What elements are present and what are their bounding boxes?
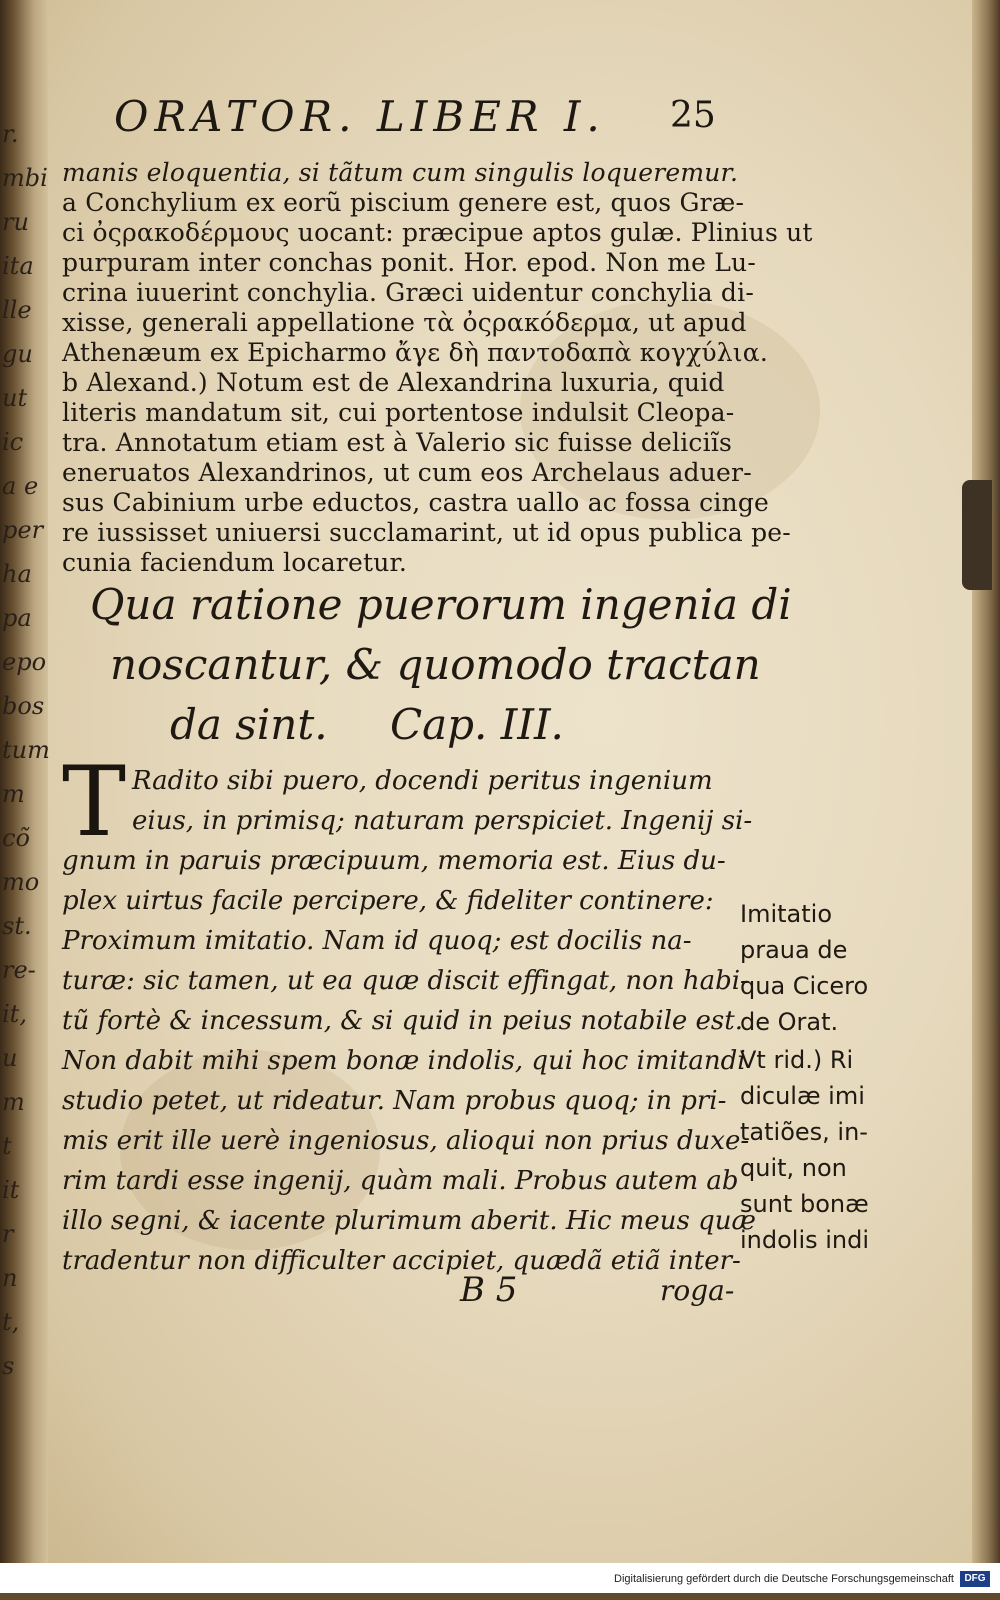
drop-cap-initial: T bbox=[62, 746, 127, 858]
body-line: studio petet, ut rideatur. Nam probus quoq; in pri- bbox=[62, 1086, 727, 1116]
margin-note-line: sunt bonæ bbox=[740, 1190, 869, 1218]
dfg-logo: DFG bbox=[960, 1571, 990, 1587]
previous-page-fragment: t bbox=[2, 1132, 12, 1160]
commentary-line: b Alexand.) Notum est de Alexandrina luxuria, quid bbox=[62, 368, 725, 397]
body-line: Non dabit mihi spem bonæ indolis, qui hoc imitandi bbox=[62, 1046, 746, 1076]
previous-page-fragment: r. bbox=[2, 120, 19, 148]
previous-page-fragment: ha bbox=[2, 560, 32, 588]
previous-page-fragment: r bbox=[2, 1220, 14, 1248]
chapter-heading-line: Qua ratione puerorum ingenia di bbox=[90, 580, 792, 629]
previous-page-fragment: epo bbox=[2, 648, 47, 676]
previous-page-fragment: a e bbox=[2, 472, 39, 500]
previous-page-fragment: s bbox=[2, 1352, 15, 1380]
commentary-line: literis mandatum sit, cui portentose indulsit Cleopa- bbox=[62, 398, 735, 427]
previous-page-fragment: bos bbox=[2, 692, 45, 720]
footer-credit: Digitalisierung gefördert durch die Deutsche Forschungsgemeinschaft bbox=[614, 1573, 954, 1585]
commentary-line: ci ὀςρακοδέρμους uocant: præcipue aptos gulæ. Plinius ut bbox=[62, 218, 813, 247]
previous-page-fragment: it bbox=[2, 1176, 20, 1204]
margin-note-line: de Orat. bbox=[740, 1008, 839, 1036]
body-line: tũ fortè & incessum, & si quid in peius notabile est. bbox=[62, 1006, 743, 1036]
body-line: Radito sibi puero, docendi peritus ingenium bbox=[132, 766, 713, 796]
body-line: illo segni, & iacente plurimum aberit. Hic meus quæ bbox=[62, 1206, 756, 1236]
catchword: roga- bbox=[660, 1274, 735, 1307]
book-page bbox=[60, 0, 960, 1560]
book-clasp bbox=[962, 480, 992, 590]
commentary-line: eneruatos Alexandrinos, ut cum eos Archelaus aduer- bbox=[62, 458, 752, 487]
margin-note-line: qua Cicero bbox=[740, 972, 869, 1000]
body-line: gnum in paruis præcipuum, memoria est. Eius du- bbox=[62, 846, 726, 876]
previous-page-fragment: gu bbox=[2, 340, 33, 368]
previous-page-fragment: re- bbox=[2, 956, 36, 984]
previous-page-fragment: u bbox=[2, 1044, 18, 1072]
previous-page-fragment: ru bbox=[2, 208, 29, 236]
previous-page-fragment: m bbox=[2, 780, 25, 808]
previous-page-fragment: mo bbox=[2, 868, 40, 896]
margin-note-line: tatiões, in- bbox=[740, 1118, 868, 1146]
page-number: 25 bbox=[670, 95, 716, 136]
body-line: rim tardi esse ingenij, quàm mali. Probus autem ab bbox=[62, 1166, 739, 1196]
previous-page-fragment: tum bbox=[2, 736, 50, 764]
commentary-line: cunia faciendum locaretur. bbox=[62, 548, 408, 577]
previous-page-fragment: cõ bbox=[2, 824, 30, 852]
body-line: tradentur non difficulter accipiet, quædã etiã inter- bbox=[62, 1246, 741, 1276]
book-fore-edge bbox=[972, 0, 1000, 1593]
chapter-heading-line: noscantur, & quomodo tractan bbox=[110, 640, 761, 689]
margin-note-line: indolis indi bbox=[740, 1226, 870, 1254]
commentary-line: sus Cabinium urbe eductos, castra uallo ac fossa cinge bbox=[62, 488, 770, 517]
previous-page-fragment: it, bbox=[2, 1000, 27, 1028]
signature-mark: B 5 bbox=[460, 1270, 518, 1310]
previous-page-fragment: ic bbox=[2, 428, 24, 456]
previous-page-fragment: mbi bbox=[2, 164, 48, 192]
commentary-line: xisse, generali appellatione τὰ ὀςρακόδερμα, ut apud bbox=[62, 308, 747, 337]
running-head-title: ORATOR. LIBER I. bbox=[114, 92, 606, 141]
commentary-line: Athenæum ex Epicharmo ἄγε δὴ παντοδαπὰ κογχύλια. bbox=[62, 338, 768, 367]
body-line: Proximum imitatio. Nam id quoq; est docilis na- bbox=[62, 926, 692, 956]
commentary-line: crina iuuerint conchylia. Græci uidentur conchylia di- bbox=[62, 278, 754, 307]
commentary-line: manis eloquentia, si tãtum cum singulis loqueremur. bbox=[62, 158, 739, 187]
previous-page-fragment: pa bbox=[2, 604, 32, 632]
chapter-number: Cap. III. bbox=[390, 700, 564, 749]
margin-note-line: quit, non bbox=[740, 1154, 847, 1182]
margin-note-line: praua de bbox=[740, 936, 848, 964]
body-line: turæ: sic tamen, ut ea quæ discit effingat, non habi- bbox=[62, 966, 749, 996]
body-line: mis erit ille uerè ingeniosus, alioqui non prius duxe- bbox=[62, 1126, 750, 1156]
previous-page-fragment: t, bbox=[2, 1308, 20, 1336]
previous-page-fragment: n bbox=[2, 1264, 18, 1292]
previous-page-fragment: st. bbox=[2, 912, 32, 940]
commentary-line: purpuram inter conchas ponit. Hor. epod. Non me Lu- bbox=[62, 248, 757, 277]
previous-page-fragment: ita bbox=[2, 252, 34, 280]
commentary-line: a Conchylium ex eorũ piscium genere est, quos Græ- bbox=[62, 188, 745, 217]
margin-note-line: Imitatio bbox=[740, 900, 833, 928]
body-line: plex uirtus facile percipere, & fideliter continere: bbox=[62, 886, 714, 916]
previous-page-fragment: per bbox=[2, 516, 44, 544]
digitization-footer bbox=[0, 1563, 1000, 1593]
body-line: eius, in primisq; naturam perspiciet. Ingenij si- bbox=[132, 806, 753, 836]
margin-note-line: diculæ imi bbox=[740, 1082, 865, 1110]
previous-page-fragment: lle bbox=[2, 296, 32, 324]
commentary-line: tra. Annotatum etiam est à Valerio sic fuisse deliciĩs bbox=[62, 428, 733, 457]
chapter-heading-line: da sint. bbox=[170, 700, 328, 749]
previous-page-fragment: m bbox=[2, 1088, 25, 1116]
previous-page-fragment: ut bbox=[2, 384, 28, 412]
previous-page-edge bbox=[0, 60, 50, 1600]
commentary-line: re iussisset uniuersi succlamarint, ut id opus publica pe- bbox=[62, 518, 791, 547]
margin-note-line: Vt rid.) Ri bbox=[740, 1046, 854, 1074]
